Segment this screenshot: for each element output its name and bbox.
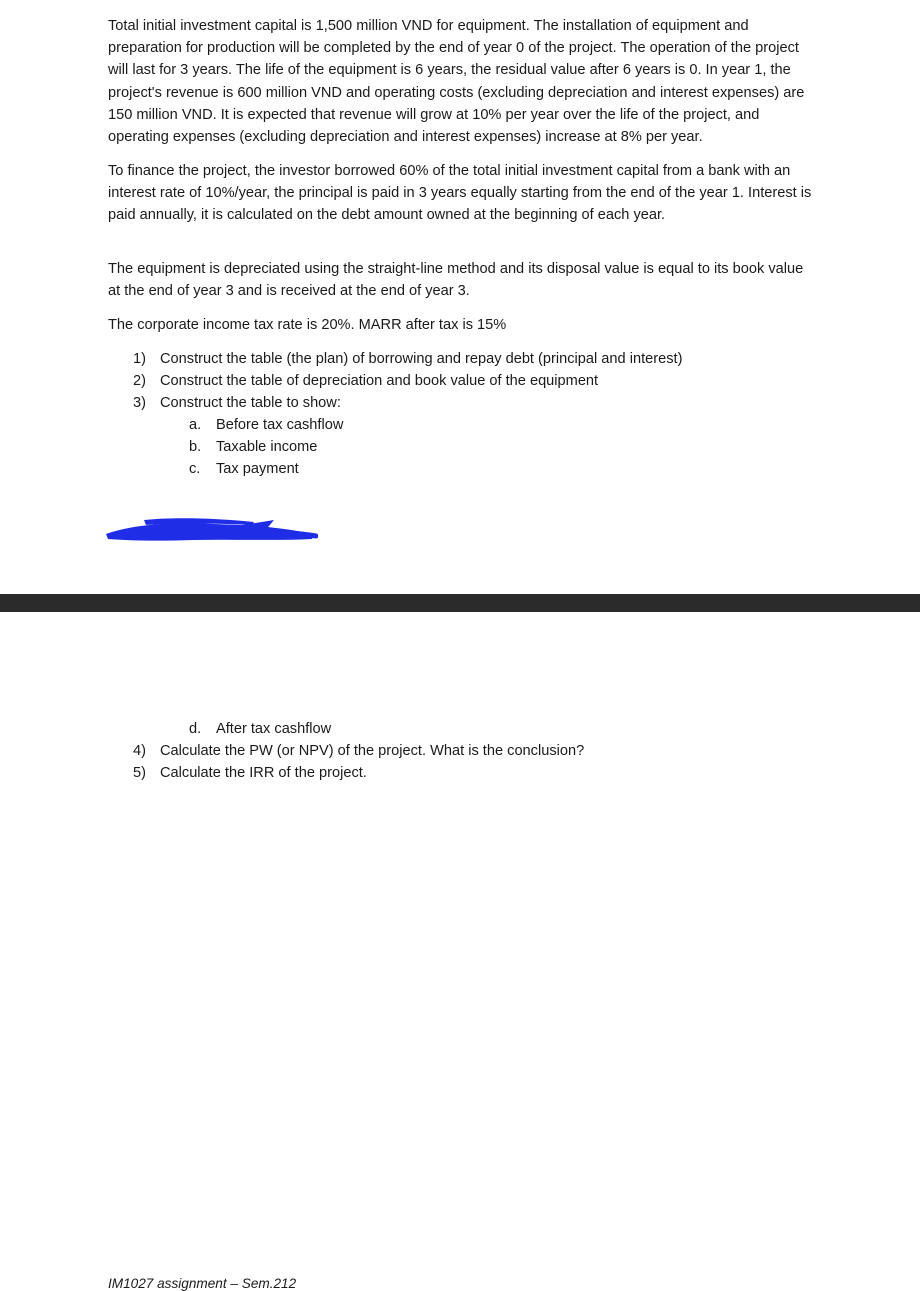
task-item-5 bbox=[133, 762, 367, 784]
task-number: 3) bbox=[133, 395, 146, 411]
task-item-3 bbox=[133, 392, 341, 414]
subtask-text: After tax cashflow bbox=[216, 721, 332, 737]
task-text: Construct the table (the plan) of borrowing and repay debt (principal and interest) bbox=[160, 351, 683, 367]
subtask-letter: d. bbox=[189, 721, 202, 737]
redaction-scribble bbox=[104, 514, 318, 546]
paragraph-tax-rate: The corporate income tax rate is 20%. MARR after tax is 15% bbox=[108, 317, 507, 333]
task-item-1 bbox=[133, 348, 682, 370]
task-number: 5) bbox=[133, 765, 146, 781]
task-number: 4) bbox=[133, 743, 146, 759]
task-number: 2) bbox=[133, 373, 146, 389]
task-text: Construct the table of depreciation and book value of the equipment bbox=[160, 373, 599, 389]
subtask-letter: b. bbox=[189, 439, 202, 455]
task-text: Calculate the PW (or NPV) of the project. What is the conclusion? bbox=[160, 743, 585, 759]
subtask-text: Tax payment bbox=[216, 461, 299, 477]
subtask-item-b bbox=[189, 436, 317, 458]
subtask-text: Before tax cashflow bbox=[216, 417, 344, 433]
document-page-top bbox=[0, 0, 920, 594]
task-number: 1) bbox=[133, 351, 146, 367]
paragraph-depreciation: The equipment is depreciated using the straight-line method and its disposal value is equal to its book value at the end of year 3 and is received at the end of year 3. bbox=[108, 261, 804, 300]
paragraph-project-description: Total initial investment capital is 1,500 million VND for equipment. The installation of equipment and preparation for production will be completed by the end of year 0 of the project. The operation of the project will last for 3 years. The life of the equipment is 6 years, the residual value after 6 years is 0. In year 1, the project's revenue is 600 million VND and operating costs (excluding depreciation and interest expenses) are 150 million VND. It is expected that revenue will grow at 10% per year over the life of the project, and operating expenses (excluding depreciation and interest expenses) increase at 8% per year. bbox=[108, 18, 805, 146]
task-text: Calculate the IRR of the project. bbox=[160, 765, 367, 781]
page-separator bbox=[0, 594, 920, 612]
subtask-item-d bbox=[189, 718, 331, 740]
subtask-text: Taxable income bbox=[216, 439, 318, 455]
document-page-bottom bbox=[0, 612, 920, 1291]
page-footer: IM1027 assignment – Sem.212 bbox=[108, 1276, 297, 1291]
subtask-letter: a. bbox=[189, 417, 202, 433]
task-item-2 bbox=[133, 370, 598, 392]
subtask-letter: c. bbox=[189, 461, 201, 477]
subtask-item-a bbox=[189, 414, 343, 436]
subtask-item-c bbox=[189, 458, 299, 480]
task-item-4 bbox=[133, 740, 584, 762]
task-text: Construct the table to show: bbox=[160, 395, 341, 411]
paragraph-financing: To finance the project, the investor borrowed 60% of the total initial investment capital from a bank with an interest rate of 10%/year, the principal is paid in 3 years equally starting from the end of the year 1. Interest is paid annually, it is calculated on the debt amount owned at the beginning of each year. bbox=[108, 163, 812, 224]
